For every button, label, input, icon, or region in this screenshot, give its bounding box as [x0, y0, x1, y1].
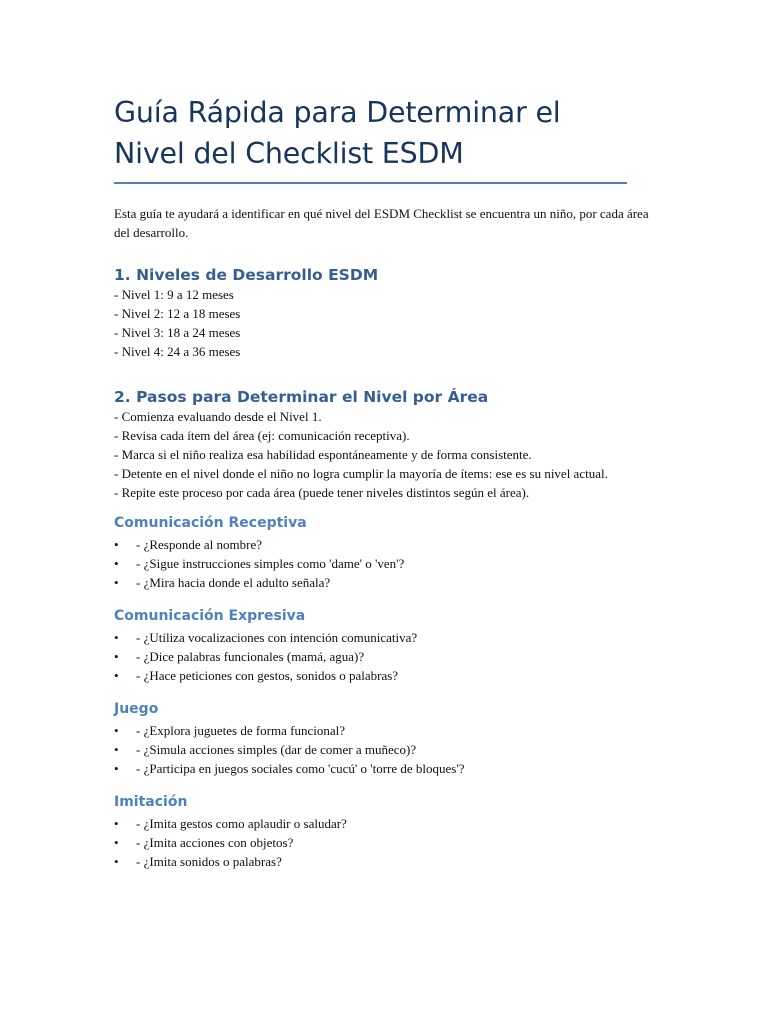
bullet-icon: •: [114, 649, 119, 664]
bullet-icon: •: [114, 816, 119, 831]
levels-heading: 1. Niveles de Desarrollo ESDM: [114, 266, 379, 284]
intro-paragraph: Esta guía te ayudará a identificar en qué nivel del ESDM Checklist se encuentra un niño, por cada área del desarrollo.: [114, 206, 649, 240]
step-item: - Marca si el niño realiza esa habilidad espontáneamente y de forma consistente.: [114, 447, 532, 462]
question-text: - ¿Dice palabras funcionales (mamá, agua)?: [136, 649, 365, 664]
area-heading: Juego: [114, 701, 159, 717]
bullet-icon: •: [114, 668, 119, 683]
list-item: [114, 833, 627, 852]
list-item: [114, 740, 627, 759]
area-imitation: [114, 793, 627, 871]
document-page: [114, 92, 649, 871]
list-item: [114, 573, 627, 592]
question-text: - ¿Explora juguetes de forma funcional?: [136, 723, 345, 738]
area-question-list: [114, 535, 627, 592]
bullet-icon: •: [114, 835, 119, 850]
area-play: [114, 700, 627, 778]
question-text: - ¿Imita sonidos o palabras?: [136, 854, 282, 869]
area-heading: Comunicación Expresiva: [114, 608, 306, 624]
question-text: - ¿Mira hacia donde el adulto señala?: [136, 575, 331, 590]
level-item: - Nivel 3: 18 a 24 meses: [114, 325, 241, 340]
list-item: [114, 852, 627, 871]
area-receptive-communication: [114, 514, 627, 592]
bullet-icon: •: [114, 630, 119, 645]
area-question-list: [114, 814, 627, 871]
question-text: - ¿Imita acciones con objetos?: [136, 835, 294, 850]
bullet-icon: •: [114, 537, 119, 552]
bullet-icon: •: [114, 723, 119, 738]
bullet-icon: •: [114, 575, 119, 590]
bullet-icon: •: [114, 854, 119, 869]
steps-heading: 2. Pasos para Determinar el Nivel por Área: [114, 388, 489, 406]
level-item: - Nivel 2: 12 a 18 meses: [114, 306, 241, 321]
area-question-list: [114, 628, 627, 685]
bullet-icon: •: [114, 761, 119, 776]
title-divider: [114, 182, 627, 184]
area-heading: Imitación: [114, 794, 188, 810]
bullet-icon: •: [114, 556, 119, 571]
level-item: - Nivel 1: 9 a 12 meses: [114, 287, 234, 302]
list-item: [114, 628, 627, 647]
question-text: - ¿Imita gestos como aplaudir o saludar?: [136, 816, 347, 831]
question-text: - ¿Participa en juegos sociales como 'cucú' o 'torre de bloques'?: [136, 761, 465, 776]
question-text: - ¿Sigue instrucciones simples como 'dame' o 'ven'?: [136, 556, 405, 571]
step-item: - Revisa cada ítem del área (ej: comunicación receptiva).: [114, 428, 410, 443]
question-text: - ¿Responde al nombre?: [136, 537, 262, 552]
question-text: - ¿Hace peticiones con gestos, sonidos o palabras?: [136, 668, 399, 683]
list-item: [114, 759, 627, 778]
area-heading: Comunicación Receptiva: [114, 515, 307, 531]
level-item: - Nivel 4: 24 a 36 meses: [114, 344, 241, 359]
step-item: - Comienza evaluando desde el Nivel 1.: [114, 409, 322, 424]
bullet-icon: •: [114, 742, 119, 757]
step-item: - Detente en el nivel donde el niño no logra cumplir la mayoría de ítems: ese es su nivel actual.: [114, 466, 608, 481]
question-text: - ¿Utiliza vocalizaciones con intención comunicativa?: [136, 630, 418, 645]
area-expressive-communication: [114, 607, 627, 685]
steps-list: [114, 407, 654, 502]
area-question-list: [114, 721, 627, 778]
list-item: [114, 647, 627, 666]
step-item: - Repite este proceso por cada área (puede tener niveles distintos según el área).: [114, 485, 530, 500]
list-item: [114, 554, 627, 573]
list-item: [114, 814, 627, 833]
list-item: [114, 535, 627, 554]
document-title: Guía Rápida para Determinar el Nivel del Checklist ESDM: [114, 96, 561, 170]
levels-list: [114, 285, 627, 361]
question-text: - ¿Simula acciones simples (dar de comer a muñeco)?: [136, 742, 417, 757]
list-item: [114, 721, 627, 740]
list-item: [114, 666, 627, 685]
